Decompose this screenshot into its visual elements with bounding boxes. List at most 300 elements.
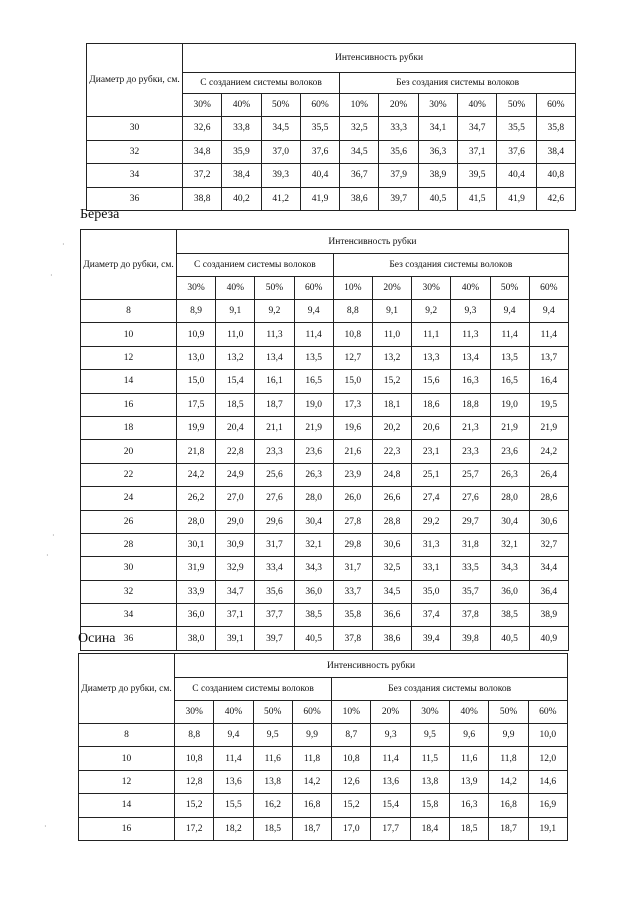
- value-cell: 40,5: [294, 627, 333, 650]
- value-cell: 35,8: [333, 604, 372, 627]
- value-cell: 35,6: [379, 140, 418, 164]
- value-cell: 21,1: [255, 416, 294, 439]
- value-cell: 24,2: [529, 440, 568, 463]
- value-cell: 9,4: [214, 724, 253, 747]
- value-cell: 17,0: [332, 817, 371, 840]
- value-cell: 11,4: [490, 323, 529, 346]
- value-cell: 11,4: [371, 747, 410, 770]
- value-cell: 11,6: [253, 747, 292, 770]
- value-cell: 40,8: [536, 164, 575, 188]
- value-cell: 33,5: [451, 557, 490, 580]
- table-row: [81, 346, 569, 369]
- value-cell: 11,4: [294, 323, 333, 346]
- value-cell: 37,1: [216, 604, 255, 627]
- value-cell: 34,8: [183, 140, 222, 164]
- value-cell: 30,6: [372, 533, 411, 556]
- value-cell: 9,2: [255, 300, 294, 323]
- value-cell: 35,5: [300, 117, 339, 141]
- value-cell: 13,8: [410, 770, 449, 793]
- with-skidding-header: С созданием системы волоков: [175, 678, 332, 701]
- diameter-cell: 26: [81, 510, 177, 533]
- with-skidding-header: С созданием системы волоков: [183, 73, 340, 94]
- diameter-cell: 36: [87, 187, 183, 211]
- value-cell: 8,8: [175, 724, 214, 747]
- value-cell: 32,6: [183, 117, 222, 141]
- percent-header: 60%: [536, 94, 575, 117]
- value-cell: 21,3: [451, 416, 490, 439]
- without-skidding-header: Без создания системы волоков: [332, 678, 568, 701]
- value-cell: 37,2: [183, 164, 222, 188]
- value-cell: 13,3: [412, 346, 451, 369]
- diameter-cell: 30: [81, 557, 177, 580]
- value-cell: 15,6: [412, 370, 451, 393]
- table-row: [81, 416, 569, 439]
- intensity-header: Интенсивность рубки: [183, 44, 576, 73]
- diameter-header: Диаметр до рубки, см.: [87, 44, 183, 117]
- diameter-cell: 24: [81, 487, 177, 510]
- without-skidding-header: Без создания системы волоков: [340, 73, 576, 94]
- percent-header: 30%: [175, 701, 214, 724]
- table-row: [81, 300, 569, 323]
- value-cell: 35,7: [451, 580, 490, 603]
- percent-header: 40%: [451, 277, 490, 300]
- value-cell: 31,3: [412, 533, 451, 556]
- table-row: [79, 770, 568, 793]
- percent-header: 30%: [183, 94, 222, 117]
- value-cell: 12,7: [333, 346, 372, 369]
- value-cell: 35,9: [222, 140, 261, 164]
- value-cell: 29,0: [216, 510, 255, 533]
- value-cell: 33,9: [177, 580, 216, 603]
- value-cell: 34,5: [372, 580, 411, 603]
- percent-header: 60%: [292, 701, 331, 724]
- diameter-cell: 34: [87, 164, 183, 188]
- value-cell: 15,2: [332, 794, 371, 817]
- value-cell: 26,2: [177, 487, 216, 510]
- value-cell: 36,0: [294, 580, 333, 603]
- diameter-cell: 32: [81, 580, 177, 603]
- value-cell: 11,8: [292, 747, 331, 770]
- value-cell: 40,4: [497, 164, 536, 188]
- value-cell: 34,4: [529, 557, 568, 580]
- diameter-cell: 36: [81, 627, 177, 650]
- value-cell: 39,7: [255, 627, 294, 650]
- value-cell: 33,7: [333, 580, 372, 603]
- value-cell: 26,4: [529, 463, 568, 486]
- value-cell: 18,7: [255, 393, 294, 416]
- table-row: [81, 557, 569, 580]
- value-cell: 33,8: [222, 117, 261, 141]
- value-cell: 31,7: [333, 557, 372, 580]
- percent-header: 60%: [294, 277, 333, 300]
- value-cell: 39,7: [379, 187, 418, 211]
- value-cell: 15,0: [177, 370, 216, 393]
- value-cell: 26,3: [490, 463, 529, 486]
- percent-header: 40%: [216, 277, 255, 300]
- value-cell: 23,6: [490, 440, 529, 463]
- value-cell: 16,2: [253, 794, 292, 817]
- percent-header: 50%: [253, 701, 292, 724]
- percent-header: 10%: [332, 701, 371, 724]
- value-cell: 36,0: [490, 580, 529, 603]
- diameter-cell: 30: [87, 117, 183, 141]
- diameter-cell: 16: [81, 393, 177, 416]
- value-cell: 16,3: [451, 370, 490, 393]
- value-cell: 29,6: [255, 510, 294, 533]
- table-row: [87, 140, 576, 164]
- value-cell: 22,3: [372, 440, 411, 463]
- value-cell: 36,0: [177, 604, 216, 627]
- value-cell: 31,8: [451, 533, 490, 556]
- value-cell: 23,6: [294, 440, 333, 463]
- value-cell: 32,7: [529, 533, 568, 556]
- value-cell: 13,6: [371, 770, 410, 793]
- value-cell: 14,6: [528, 770, 567, 793]
- value-cell: 22,8: [216, 440, 255, 463]
- value-cell: 20,6: [412, 416, 451, 439]
- value-cell: 9,2: [412, 300, 451, 323]
- value-cell: 10,8: [333, 323, 372, 346]
- value-cell: 8,9: [177, 300, 216, 323]
- value-cell: 26,6: [372, 487, 411, 510]
- value-cell: 36,6: [372, 604, 411, 627]
- value-cell: 32,1: [294, 533, 333, 556]
- value-cell: 17,5: [177, 393, 216, 416]
- scan-speck: ·: [46, 551, 49, 560]
- value-cell: 12,6: [332, 770, 371, 793]
- diameter-cell: 14: [81, 370, 177, 393]
- table-row: [87, 117, 576, 141]
- value-cell: 36,3: [418, 140, 457, 164]
- value-cell: 27,4: [412, 487, 451, 510]
- value-cell: 20,4: [216, 416, 255, 439]
- value-cell: 23,1: [412, 440, 451, 463]
- value-cell: 41,9: [300, 187, 339, 211]
- value-cell: 9,1: [372, 300, 411, 323]
- table-row: [81, 370, 569, 393]
- value-cell: 11,6: [450, 747, 489, 770]
- value-cell: 13,7: [529, 346, 568, 369]
- value-cell: 17,7: [371, 817, 410, 840]
- header-row: [87, 44, 576, 73]
- value-cell: 11,1: [412, 323, 451, 346]
- value-cell: 37,8: [333, 627, 372, 650]
- value-cell: 34,7: [458, 117, 497, 141]
- value-cell: 16,9: [528, 794, 567, 817]
- value-cell: 32,5: [340, 117, 379, 141]
- value-cell: 8,7: [332, 724, 371, 747]
- value-cell: 12,8: [175, 770, 214, 793]
- percent-header: 40%: [222, 94, 261, 117]
- value-cell: 13,8: [253, 770, 292, 793]
- value-cell: 13,4: [451, 346, 490, 369]
- value-cell: 15,2: [175, 794, 214, 817]
- data-table: [80, 229, 569, 651]
- value-cell: 37,7: [255, 604, 294, 627]
- diameter-cell: 22: [81, 463, 177, 486]
- value-cell: 10,8: [175, 747, 214, 770]
- percent-header: 50%: [489, 701, 528, 724]
- diameter-cell: 32: [87, 140, 183, 164]
- value-cell: 28,0: [177, 510, 216, 533]
- percent-header: 40%: [458, 94, 497, 117]
- value-cell: 15,8: [410, 794, 449, 817]
- value-cell: 17,2: [175, 817, 214, 840]
- value-cell: 15,5: [214, 794, 253, 817]
- data-table: [78, 653, 568, 841]
- value-cell: 37,1: [458, 140, 497, 164]
- value-cell: 10,0: [528, 724, 567, 747]
- value-cell: 32,1: [490, 533, 529, 556]
- value-cell: 9,4: [490, 300, 529, 323]
- value-cell: 37,4: [412, 604, 451, 627]
- value-cell: 34,7: [216, 580, 255, 603]
- value-cell: 13,0: [177, 346, 216, 369]
- value-cell: 32,5: [372, 557, 411, 580]
- diameter-cell: 34: [81, 604, 177, 627]
- value-cell: 23,3: [451, 440, 490, 463]
- value-cell: 24,8: [372, 463, 411, 486]
- scan-speck: ·: [50, 271, 53, 280]
- value-cell: 18,6: [412, 393, 451, 416]
- table-row: [81, 487, 569, 510]
- value-cell: 18,2: [214, 817, 253, 840]
- value-cell: 30,9: [216, 533, 255, 556]
- table-row: [79, 724, 568, 747]
- value-cell: 37,6: [497, 140, 536, 164]
- with-skidding-header: С созданием системы волоков: [177, 254, 334, 277]
- value-cell: 11,5: [410, 747, 449, 770]
- percent-header: 50%: [261, 94, 300, 117]
- value-cell: 16,8: [292, 794, 331, 817]
- scan-speck: ·: [52, 531, 55, 540]
- value-cell: 9,9: [489, 724, 528, 747]
- table-row: [87, 187, 576, 211]
- value-cell: 21,8: [177, 440, 216, 463]
- section-title: Осина: [78, 631, 116, 646]
- percent-header: 30%: [412, 277, 451, 300]
- table-row: [79, 747, 568, 770]
- percent-header: 30%: [410, 701, 449, 724]
- value-cell: 36,4: [529, 580, 568, 603]
- value-cell: 38,4: [222, 164, 261, 188]
- value-cell: 33,4: [255, 557, 294, 580]
- intensity-header: Интенсивность рубки: [177, 230, 569, 254]
- value-cell: 9,3: [451, 300, 490, 323]
- value-cell: 38,4: [536, 140, 575, 164]
- value-cell: 34,5: [261, 117, 300, 141]
- value-cell: 17,3: [333, 393, 372, 416]
- value-cell: 32,9: [216, 557, 255, 580]
- value-cell: 38,5: [490, 604, 529, 627]
- value-cell: 18,5: [253, 817, 292, 840]
- table-row: [79, 794, 568, 817]
- value-cell: 13,5: [490, 346, 529, 369]
- value-cell: 23,3: [255, 440, 294, 463]
- value-cell: 40,2: [222, 187, 261, 211]
- value-cell: 29,2: [412, 510, 451, 533]
- value-cell: 38,9: [529, 604, 568, 627]
- value-cell: 21,9: [490, 416, 529, 439]
- value-cell: 15,0: [333, 370, 372, 393]
- value-cell: 13,4: [255, 346, 294, 369]
- value-cell: 25,6: [255, 463, 294, 486]
- percent-header: 50%: [497, 94, 536, 117]
- value-cell: 28,0: [294, 487, 333, 510]
- value-cell: 18,1: [372, 393, 411, 416]
- value-cell: 31,9: [177, 557, 216, 580]
- value-cell: 13,6: [214, 770, 253, 793]
- value-cell: 34,3: [490, 557, 529, 580]
- value-cell: 16,1: [255, 370, 294, 393]
- value-cell: 20,2: [372, 416, 411, 439]
- value-cell: 40,5: [418, 187, 457, 211]
- percent-header: 60%: [529, 277, 568, 300]
- value-cell: 39,8: [451, 627, 490, 650]
- value-cell: 19,1: [528, 817, 567, 840]
- percent-header: 20%: [379, 94, 418, 117]
- value-cell: 41,9: [497, 187, 536, 211]
- value-cell: 38,5: [294, 604, 333, 627]
- value-cell: 40,9: [529, 627, 568, 650]
- percent-header: 30%: [177, 277, 216, 300]
- percent-header: 60%: [528, 701, 567, 724]
- value-cell: 40,4: [300, 164, 339, 188]
- value-cell: 16,3: [450, 794, 489, 817]
- value-cell: 18,8: [451, 393, 490, 416]
- value-cell: 38,6: [372, 627, 411, 650]
- value-cell: 28,6: [529, 487, 568, 510]
- scan-speck: ·: [44, 822, 47, 831]
- value-cell: 33,3: [379, 117, 418, 141]
- percent-header: 50%: [490, 277, 529, 300]
- value-cell: 42,6: [536, 187, 575, 211]
- value-cell: 41,5: [458, 187, 497, 211]
- value-cell: 25,1: [412, 463, 451, 486]
- value-cell: 21,9: [529, 416, 568, 439]
- percent-header: 40%: [450, 701, 489, 724]
- value-cell: 30,4: [294, 510, 333, 533]
- value-cell: 39,4: [412, 627, 451, 650]
- value-cell: 16,5: [294, 370, 333, 393]
- value-cell: 19,5: [529, 393, 568, 416]
- value-cell: 38,8: [183, 187, 222, 211]
- value-cell: 31,7: [255, 533, 294, 556]
- value-cell: 39,1: [216, 627, 255, 650]
- value-cell: 10,8: [332, 747, 371, 770]
- value-cell: 13,2: [372, 346, 411, 369]
- diameter-cell: 12: [79, 770, 175, 793]
- value-cell: 37,6: [300, 140, 339, 164]
- value-cell: 9,4: [294, 300, 333, 323]
- diameter-cell: 28: [81, 533, 177, 556]
- table-row: [81, 440, 569, 463]
- value-cell: 18,7: [489, 817, 528, 840]
- value-cell: 23,9: [333, 463, 372, 486]
- value-cell: 19,6: [333, 416, 372, 439]
- value-cell: 40,5: [490, 627, 529, 650]
- value-cell: 11,0: [372, 323, 411, 346]
- value-cell: 9,1: [216, 300, 255, 323]
- value-cell: 15,4: [216, 370, 255, 393]
- value-cell: 11,8: [489, 747, 528, 770]
- value-cell: 10,9: [177, 323, 216, 346]
- header-row: [79, 654, 568, 678]
- percent-header: 10%: [333, 277, 372, 300]
- value-cell: 18,4: [410, 817, 449, 840]
- value-cell: 14,2: [489, 770, 528, 793]
- without-skidding-header: Без создания системы волоков: [333, 254, 568, 277]
- value-cell: 16,5: [490, 370, 529, 393]
- diameter-cell: 18: [81, 416, 177, 439]
- value-cell: 35,0: [412, 580, 451, 603]
- value-cell: 38,0: [177, 627, 216, 650]
- value-cell: 30,4: [490, 510, 529, 533]
- value-cell: 9,3: [371, 724, 410, 747]
- value-cell: 41,2: [261, 187, 300, 211]
- header-row: [81, 230, 569, 254]
- value-cell: 9,5: [410, 724, 449, 747]
- table-row: [81, 393, 569, 416]
- value-cell: 8,8: [333, 300, 372, 323]
- value-cell: 9,9: [292, 724, 331, 747]
- table-row: [87, 164, 576, 188]
- value-cell: 30,6: [529, 510, 568, 533]
- value-cell: 21,6: [333, 440, 372, 463]
- diameter-cell: 14: [79, 794, 175, 817]
- percent-header: 50%: [255, 277, 294, 300]
- table-row: [81, 510, 569, 533]
- diameter-cell: 10: [81, 323, 177, 346]
- value-cell: 15,4: [371, 794, 410, 817]
- table-row: [81, 463, 569, 486]
- value-cell: 27,6: [255, 487, 294, 510]
- value-cell: 29,8: [333, 533, 372, 556]
- value-cell: 21,9: [294, 416, 333, 439]
- value-cell: 35,6: [255, 580, 294, 603]
- value-cell: 24,9: [216, 463, 255, 486]
- percent-header: 10%: [340, 94, 379, 117]
- percent-header: 40%: [214, 701, 253, 724]
- value-cell: 9,5: [253, 724, 292, 747]
- value-cell: 13,5: [294, 346, 333, 369]
- value-cell: 27,6: [451, 487, 490, 510]
- diameter-cell: 10: [79, 747, 175, 770]
- diameter-cell: 8: [81, 300, 177, 323]
- value-cell: 13,2: [216, 346, 255, 369]
- diameter-header: Диаметр до рубки, см.: [81, 230, 177, 300]
- value-cell: 36,7: [340, 164, 379, 188]
- value-cell: 37,8: [451, 604, 490, 627]
- diameter-cell: 12: [81, 346, 177, 369]
- value-cell: 16,8: [489, 794, 528, 817]
- value-cell: 11,3: [255, 323, 294, 346]
- value-cell: 34,1: [418, 117, 457, 141]
- value-cell: 11,4: [529, 323, 568, 346]
- value-cell: 13,9: [450, 770, 489, 793]
- value-cell: 9,4: [529, 300, 568, 323]
- value-cell: 39,5: [458, 164, 497, 188]
- value-cell: 38,9: [418, 164, 457, 188]
- percent-header: 20%: [371, 701, 410, 724]
- value-cell: 19,9: [177, 416, 216, 439]
- value-cell: 11,0: [216, 323, 255, 346]
- value-cell: 34,3: [294, 557, 333, 580]
- section-title: Береза: [80, 207, 120, 222]
- table-row: [79, 817, 568, 840]
- diameter-header: Диаметр до рубки, см.: [79, 654, 175, 724]
- scan-speck: ·: [62, 240, 65, 249]
